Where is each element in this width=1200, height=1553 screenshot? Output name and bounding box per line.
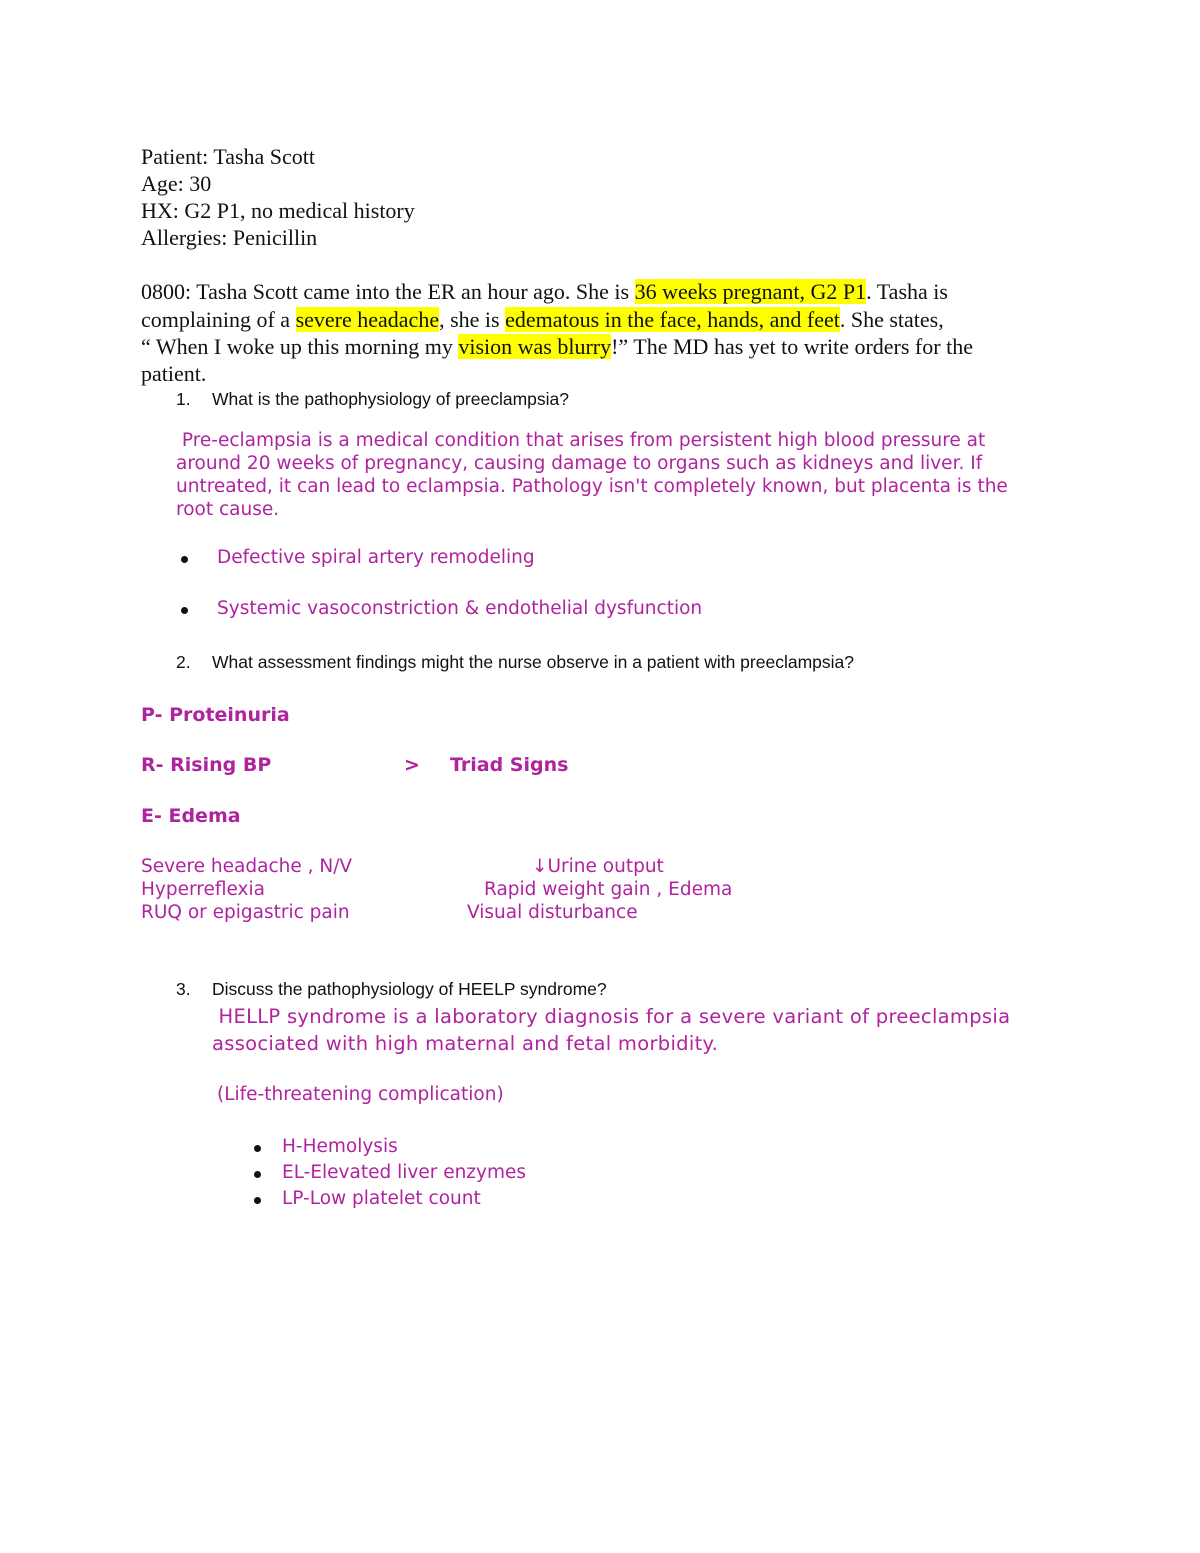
scenario-text: “ When I woke up this morning my xyxy=(141,334,459,359)
finding-right-3: Visual disturbance xyxy=(467,902,638,923)
pre-p-proteinuria: P- Proteinuria xyxy=(141,704,290,726)
question-1-text: What is the pathophysiology of preeclampsia? xyxy=(212,389,570,409)
scenario-line-1 xyxy=(141,278,948,305)
answer-line: associated with high maternal and fetal morbidity. xyxy=(212,1032,719,1055)
question-2-number: 2. xyxy=(176,652,191,672)
q3-bullet-1: H-Hemolysis xyxy=(282,1136,398,1157)
q1-bullet-1: Defective spiral artery remodeling xyxy=(217,547,535,568)
answer-line: HELLP syndrome is a laboratory diagnosis for a severe variant of preeclampsia xyxy=(212,1005,1011,1028)
question-3-number: 3. xyxy=(176,979,191,999)
patient-age: Age: 30 xyxy=(141,171,212,196)
highlight-gestation: 36 weeks pregnant, G2 P1 xyxy=(634,279,867,304)
scenario-line-3 xyxy=(141,333,973,360)
scenario-text: !” The MD has yet to write orders for the xyxy=(611,334,973,359)
highlight-edema: edematous in the face, hands, and feet xyxy=(505,307,840,332)
question-2-text: What assessment findings might the nurse observe in a patient with preeclampsia? xyxy=(212,652,854,672)
answer-line: around 20 weeks of pregnancy, causing damage to organs such as kidneys and liver. If xyxy=(176,453,983,474)
q1-bullet-2: Systemic vasoconstriction & endothelial dysfunction xyxy=(217,598,703,619)
question-1-answer xyxy=(176,429,1008,521)
answer-line: untreated, it can lead to eclampsia. Pathology isn't completely known, but placenta is the xyxy=(176,476,1008,497)
q3-bullet-3: LP-Low platelet count xyxy=(282,1188,481,1209)
scenario-text: complaining of a xyxy=(141,307,296,332)
answer-line: root cause. xyxy=(176,499,280,520)
finding-left-3: RUQ or epigastric pain xyxy=(141,902,350,923)
finding-left-1: Severe headache , N/V xyxy=(141,856,353,877)
scenario-text: . Tasha is xyxy=(866,279,948,304)
bullet-icon xyxy=(181,607,188,614)
scenario-line-2 xyxy=(141,306,944,333)
pre-e-edema: E- Edema xyxy=(141,805,241,827)
finding-right-2: Rapid weight gain , Edema xyxy=(484,879,733,900)
patient-allergies: Allergies: Penicillin xyxy=(141,225,318,250)
q3-bullet-2: EL-Elevated liver enzymes xyxy=(282,1162,527,1183)
scenario-text: . She states, xyxy=(839,307,944,332)
triad-signs-label: Triad Signs xyxy=(450,754,569,776)
finding-right-1: ↓Urine output xyxy=(532,856,664,877)
complication-note: (Life-threatening complication) xyxy=(217,1084,504,1105)
question-1-number: 1. xyxy=(176,389,191,409)
pre-r-rising-bp: R- Rising BP xyxy=(141,754,272,776)
patient-name: Patient: Tasha Scott xyxy=(141,144,316,169)
bullet-icon xyxy=(254,1145,261,1152)
highlight-vision: vision was blurry xyxy=(458,334,612,359)
question-3-answer xyxy=(212,1003,1010,1057)
arrow-icon: > xyxy=(404,754,420,776)
bullet-icon xyxy=(254,1171,261,1178)
scenario-line-4: patient. xyxy=(141,361,207,386)
finding-left-2: Hyperreflexia xyxy=(141,879,265,900)
patient-history: HX: G2 P1, no medical history xyxy=(141,198,415,223)
highlight-headache: severe headache xyxy=(295,307,440,332)
scenario-text: 0800: Tasha Scott came into the ER an hour ago. She is xyxy=(141,279,635,304)
scenario-text: , she is xyxy=(439,307,506,332)
question-3-text: Discuss the pathophysiology of HEELP syndrome? xyxy=(212,979,607,999)
bullet-icon xyxy=(181,556,188,563)
bullet-icon xyxy=(254,1197,261,1204)
answer-line: Pre-eclampsia is a medical condition that arises from persistent high blood pressure at xyxy=(176,430,986,451)
